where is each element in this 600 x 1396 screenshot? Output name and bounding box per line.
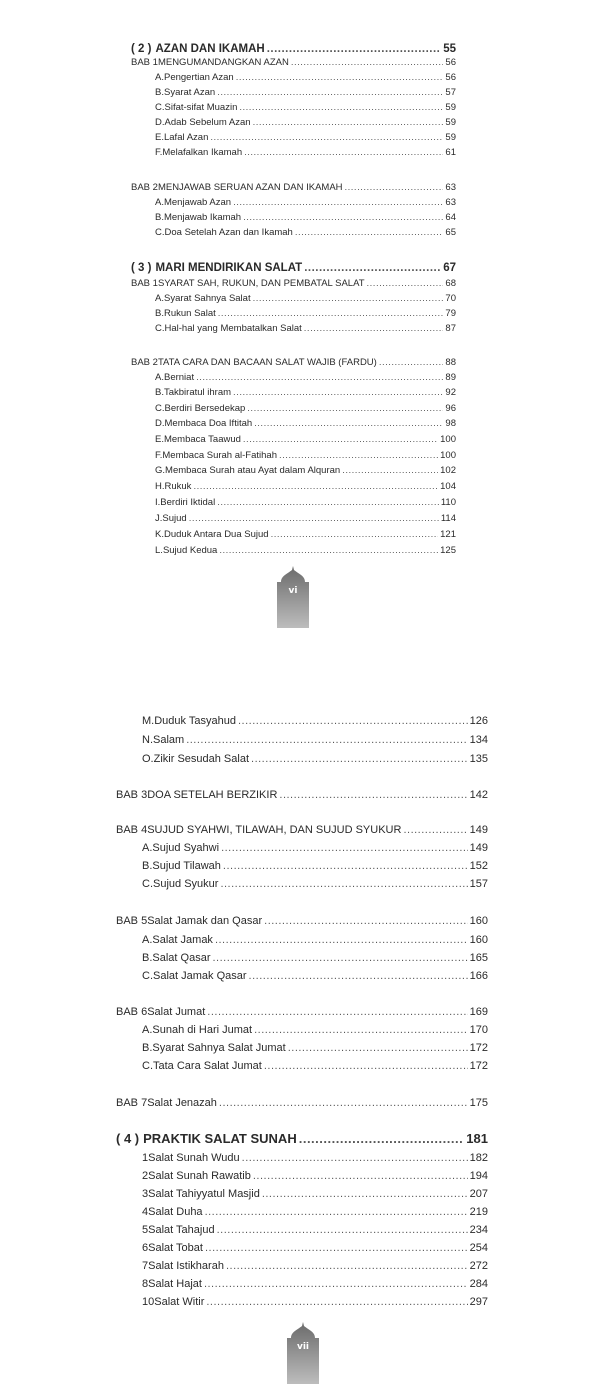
leader-dots	[217, 1223, 468, 1237]
leader-dots	[213, 951, 468, 965]
toc-item[interactable]	[142, 1023, 488, 1037]
chapter-number: BAB 5	[116, 915, 148, 927]
page-number: 160	[469, 915, 488, 927]
mosque-dome-icon	[285, 1322, 321, 1384]
toc-item[interactable]	[142, 1187, 488, 1201]
page-number: 297	[469, 1296, 488, 1308]
page-number: 59	[445, 117, 456, 128]
toc-item[interactable]	[142, 1041, 488, 1055]
toc-chapter[interactable]	[116, 914, 488, 928]
leader-dots	[243, 212, 443, 224]
page-number: 100	[440, 450, 456, 461]
page-number: 135	[469, 753, 488, 765]
toc-item[interactable]	[155, 387, 456, 399]
toc-item[interactable]	[142, 1169, 488, 1183]
toc-chapter[interactable]	[116, 1096, 488, 1110]
item-letter: D.	[155, 418, 165, 429]
chapter-title: MENJAWAB SERUAN AZAN DAN IKAMAH	[157, 182, 343, 193]
mosque-dome-icon	[275, 566, 311, 628]
page-number: 172	[469, 1042, 488, 1054]
page-number: 63	[445, 197, 456, 208]
leader-dots	[288, 1041, 468, 1055]
chapter-number: BAB 6	[116, 1006, 148, 1018]
page-number: 169	[469, 1006, 488, 1018]
leader-dots	[262, 1187, 468, 1201]
section-number: ( 3 )	[131, 262, 152, 274]
item-title: Syarat Sahnya Salat Jumat	[152, 1042, 286, 1054]
page-number: 68	[445, 278, 456, 289]
item-title: Sujud	[162, 513, 187, 524]
page-number: 181	[466, 1131, 488, 1146]
item-title: Salat Qasar	[152, 952, 211, 964]
page-number: 110	[440, 497, 456, 508]
toc-item[interactable]	[142, 1259, 488, 1273]
chapter-number: BAB 4	[116, 824, 148, 836]
item-title: Menjawab Azan	[163, 197, 232, 208]
folio-number: vii	[296, 1342, 310, 1352]
page-number: 56	[445, 57, 456, 68]
folio-number: vi	[288, 586, 298, 596]
leader-dots	[299, 1131, 465, 1147]
toc-item[interactable]	[155, 372, 456, 384]
item-title: Salat Tobat	[148, 1242, 203, 1254]
section-title: PRAKTIK SALAT SUNAH	[143, 1131, 297, 1146]
leader-dots	[233, 197, 443, 209]
page-number: 272	[469, 1260, 488, 1272]
leader-dots	[345, 182, 444, 194]
toc-item[interactable]	[142, 841, 488, 855]
item-title: Salat Istikharah	[148, 1260, 224, 1272]
item-title: Salat Duha	[148, 1206, 203, 1218]
chapter-title: DOA SETELAH BERZIKIR	[147, 789, 278, 801]
item-number: 3	[142, 1188, 149, 1200]
page-number: 149	[469, 824, 488, 836]
leader-dots	[196, 372, 443, 384]
leader-dots	[204, 1277, 468, 1291]
item-letter: E.	[155, 434, 164, 445]
leader-dots	[271, 529, 439, 541]
item-letter: C.	[142, 878, 153, 890]
toc-item[interactable]	[155, 132, 456, 144]
page-number: 121	[440, 529, 456, 540]
page-number: 172	[469, 1060, 488, 1072]
item-letter: I.	[155, 497, 161, 508]
item-letter: A.	[155, 293, 164, 304]
page-number: 55	[443, 43, 456, 55]
folio-badge	[285, 1322, 321, 1384]
item-title: Menjawab Ikamah	[163, 212, 242, 223]
item-letter: F.	[155, 147, 163, 158]
item-number: 1	[142, 1152, 149, 1164]
leader-dots	[253, 117, 444, 129]
toc-item[interactable]	[142, 877, 488, 891]
page-number: 182	[469, 1152, 488, 1164]
leader-dots	[304, 261, 441, 275]
leader-dots	[219, 1096, 468, 1110]
item-number: 8	[142, 1278, 149, 1290]
chapter-number: BAB 3	[116, 789, 148, 801]
item-letter: B.	[142, 952, 153, 964]
item-title: Salat Jamak Qasar	[153, 970, 247, 982]
leader-dots	[218, 308, 444, 320]
chapter-title: MENGUMANDANGKAN AZAN	[157, 57, 289, 68]
page-number: 59	[445, 132, 456, 143]
page-number: 207	[469, 1188, 488, 1200]
item-title: Syarat Sahnya Salat	[163, 293, 251, 304]
chapter-number: BAB 2	[131, 182, 158, 193]
page-number: 61	[445, 147, 456, 158]
leader-dots	[254, 418, 443, 430]
leader-dots	[193, 481, 438, 493]
toc-item[interactable]	[142, 752, 488, 766]
item-letter: E.	[155, 132, 164, 143]
item-title: Rukuk	[164, 481, 192, 492]
page-number: 165	[469, 952, 488, 964]
toc-list	[0, 690, 600, 1396]
page-number: 88	[445, 357, 456, 368]
item-title: Doa Setelah Azan dan Ikamah	[164, 227, 293, 238]
leader-dots	[217, 497, 439, 509]
page-number: 134	[469, 734, 488, 746]
item-title: Salat Jamak	[152, 934, 213, 946]
item-number: 5	[142, 1224, 149, 1236]
leader-dots	[342, 465, 438, 477]
page-number: 56	[445, 72, 456, 83]
item-letter: B.	[142, 860, 153, 872]
page-number: 96	[445, 403, 456, 414]
item-number: 2	[142, 1170, 149, 1182]
leader-dots	[279, 450, 438, 462]
item-title: Syarat Azan	[163, 87, 216, 98]
section-title: MARI MENDIRIKAN SALAT	[155, 262, 303, 274]
item-title: Salat Hajat	[148, 1278, 202, 1290]
item-title: Membaca Surah atau Ayat dalam Alquran	[165, 465, 341, 476]
toc-item[interactable]	[142, 714, 488, 728]
item-number: 10	[142, 1296, 155, 1308]
item-letter: C.	[155, 227, 165, 238]
page-number: 79	[445, 308, 456, 319]
item-title: Salat Tahiyyatul Masjid	[148, 1188, 260, 1200]
page-number: 175	[469, 1097, 488, 1109]
toc-item[interactable]	[142, 951, 488, 965]
item-letter: A.	[142, 1024, 153, 1036]
page-number: 234	[469, 1224, 488, 1236]
leader-dots	[217, 87, 443, 99]
item-letter: B.	[155, 212, 164, 223]
toc-item[interactable]	[142, 1151, 488, 1165]
item-title: Tata Cara Salat Jumat	[153, 1060, 262, 1072]
toc-item[interactable]	[155, 293, 456, 305]
page-number: 59	[445, 102, 456, 113]
toc-item[interactable]	[155, 403, 456, 415]
leader-dots	[295, 227, 444, 239]
item-title: Sifat-sifat Muazin	[164, 102, 238, 113]
item-title: Sujud Syukur	[153, 878, 219, 890]
leader-dots	[254, 1023, 468, 1037]
toc-chapter[interactable]	[116, 823, 488, 837]
toc-chapter[interactable]	[116, 1005, 488, 1019]
page-number: 87	[445, 323, 456, 334]
item-number: 7	[142, 1260, 149, 1272]
toc-item[interactable]	[142, 969, 488, 983]
leader-dots	[253, 1169, 468, 1183]
item-title: Pengertian Azan	[163, 72, 234, 83]
leader-dots	[210, 132, 443, 144]
page-number: 67	[443, 262, 456, 274]
toc-item[interactable]	[155, 323, 456, 335]
page-number: 70	[445, 293, 456, 304]
item-number: 4	[142, 1206, 149, 1218]
page-number: 160	[469, 934, 488, 946]
page-number: 170	[469, 1024, 488, 1036]
page-number: 254	[469, 1242, 488, 1254]
item-letter: C.	[155, 403, 165, 414]
page-number: 149	[469, 842, 488, 854]
item-title: Rukun Salat	[163, 308, 216, 319]
item-title: Salat Witir	[154, 1296, 205, 1308]
toc-item[interactable]	[155, 513, 456, 525]
leader-dots	[244, 147, 443, 159]
page-number: 142	[469, 789, 488, 801]
leader-dots	[239, 102, 443, 114]
leader-dots	[223, 859, 468, 873]
toc-item[interactable]	[142, 933, 488, 947]
item-title: Sujud Kedua	[162, 545, 218, 556]
leader-dots	[236, 72, 444, 84]
item-title: Sujud Syahwi	[152, 842, 220, 854]
toc-item[interactable]	[142, 1223, 488, 1237]
toc-chapter[interactable]	[116, 788, 488, 802]
page-number: 157	[469, 878, 488, 890]
leader-dots	[221, 841, 468, 855]
toc-chapter[interactable]	[131, 57, 456, 69]
folio-badge	[275, 566, 311, 628]
page-number: 89	[445, 372, 456, 383]
leader-dots	[238, 714, 468, 728]
item-letter: L.	[155, 545, 163, 556]
leader-dots	[233, 387, 443, 399]
item-letter: A.	[142, 842, 153, 854]
item-title: Sujud Tilawah	[152, 860, 221, 872]
item-letter: G.	[155, 465, 166, 476]
page-number: 102	[440, 465, 456, 476]
leader-dots	[304, 323, 444, 335]
toc-item[interactable]	[155, 418, 456, 430]
page-number: 98	[445, 418, 456, 429]
item-letter: B.	[155, 308, 164, 319]
item-letter: C.	[142, 970, 153, 982]
item-title: Salam	[153, 734, 185, 746]
toc-item[interactable]	[142, 1059, 488, 1073]
leader-dots	[403, 823, 467, 837]
leader-dots	[186, 733, 467, 747]
item-title: Berdiri Iktidal	[160, 497, 216, 508]
section-number: ( 4 )	[116, 1131, 140, 1146]
leader-dots	[249, 969, 468, 983]
item-title: Berniat	[163, 372, 195, 383]
item-title: Zikir Sesudah Salat	[153, 753, 250, 765]
toc-item[interactable]	[155, 465, 456, 477]
toc-page-vi	[0, 0, 600, 640]
item-title: Hal-hal yang Membatalkan Salat	[164, 323, 302, 334]
leader-dots	[205, 1241, 468, 1255]
toc-item[interactable]	[155, 545, 456, 557]
toc-item[interactable]	[155, 147, 456, 159]
chapter-title: Salat Jenazah	[147, 1097, 217, 1109]
item-title: Sunah di Hari Jumat	[152, 1024, 253, 1036]
toc-item[interactable]	[142, 859, 488, 873]
item-letter: F.	[155, 450, 163, 461]
item-title: Salat Tahajud	[148, 1224, 215, 1236]
toc-item[interactable]	[155, 197, 456, 209]
leader-dots	[264, 1059, 468, 1073]
leader-dots	[367, 278, 444, 290]
item-letter: B.	[155, 87, 164, 98]
item-letter: B.	[155, 387, 164, 398]
toc-section[interactable]	[116, 1131, 488, 1147]
page-number: 63	[445, 182, 456, 193]
leader-dots	[206, 1295, 467, 1309]
page-number: 284	[469, 1278, 488, 1290]
chapter-number: BAB 2	[131, 357, 158, 368]
leader-dots	[291, 57, 444, 69]
item-number: 6	[142, 1242, 149, 1254]
leader-dots	[253, 293, 444, 305]
item-title: Salat Sunah Rawatib	[148, 1170, 251, 1182]
item-letter: C.	[155, 323, 165, 334]
page-number: 104	[440, 481, 456, 492]
item-title: Membaca Surah al-Fatihah	[162, 450, 277, 461]
item-title: Berdiri Bersedekap	[164, 403, 246, 414]
toc-item[interactable]	[142, 1277, 488, 1291]
section-title: AZAN DAN IKAMAH	[155, 43, 265, 55]
item-title: Melafalkan Ikamah	[162, 147, 243, 158]
item-title: Takbiratul ihram	[163, 387, 232, 398]
item-title: Adab Sebelum Azan	[164, 117, 251, 128]
item-title: Membaca Taawud	[163, 434, 241, 445]
chapter-number: BAB 1	[131, 278, 158, 289]
leader-dots	[279, 788, 467, 802]
toc-item[interactable]	[155, 212, 456, 224]
item-title: Salat Sunah Wudu	[148, 1152, 240, 1164]
section-number: ( 2 )	[131, 43, 152, 55]
toc-item[interactable]	[155, 117, 456, 129]
item-letter: A.	[155, 372, 164, 383]
leader-dots	[220, 877, 467, 891]
toc-chapter[interactable]	[131, 357, 456, 369]
toc-item[interactable]	[155, 450, 456, 462]
toc-item[interactable]	[155, 434, 456, 446]
toc-item[interactable]	[142, 1205, 488, 1219]
chapter-title: SUJUD SYAHWI, TILAWAH, DAN SUJUD SYUKUR	[147, 824, 402, 836]
leader-dots	[242, 1151, 468, 1165]
toc-list	[0, 0, 600, 640]
leader-dots	[379, 357, 444, 369]
item-letter: A.	[155, 197, 164, 208]
page-number: 114	[440, 513, 456, 524]
chapter-title: SYARAT SAH, RUKUN, DAN PEMBATAL SALAT	[157, 278, 365, 289]
item-letter: B.	[142, 1042, 153, 1054]
page-number: 194	[469, 1170, 488, 1182]
chapter-title: Salat Jumat	[147, 1006, 206, 1018]
chapter-number: BAB 7	[116, 1097, 148, 1109]
item-letter: M.	[142, 715, 155, 727]
item-title: Duduk Antara Dua Sujud	[163, 529, 269, 540]
toc-item[interactable]	[155, 308, 456, 320]
item-title: Duduk Tasyahud	[154, 715, 236, 727]
item-letter: K.	[155, 529, 164, 540]
item-letter: N.	[142, 734, 153, 746]
toc-item[interactable]	[142, 733, 488, 747]
page-number: 92	[445, 387, 456, 398]
page-number: 65	[445, 227, 456, 238]
item-letter: J.	[155, 513, 163, 524]
page-number: 64	[445, 212, 456, 223]
toc-item[interactable]	[155, 481, 456, 493]
leader-dots	[205, 1205, 468, 1219]
leader-dots	[264, 914, 468, 928]
leader-dots	[247, 403, 443, 415]
toc-item[interactable]	[155, 497, 456, 509]
chapter-title: TATA CARA DAN BACAAN SALAT WAJIB (FARDU)	[157, 357, 377, 368]
leader-dots	[215, 933, 468, 947]
chapter-title: Salat Jamak dan Qasar	[147, 915, 263, 927]
page-number: 57	[445, 87, 456, 98]
item-letter: C.	[155, 102, 165, 113]
toc-section[interactable]	[131, 261, 456, 275]
page-number: 125	[440, 545, 456, 556]
item-letter: C.	[142, 1060, 153, 1072]
toc-item[interactable]	[155, 529, 456, 541]
toc-chapter[interactable]	[131, 182, 456, 194]
toc-item[interactable]	[142, 1241, 488, 1255]
item-letter: O.	[142, 753, 154, 765]
leader-dots	[226, 1259, 468, 1273]
toc-item[interactable]	[155, 87, 456, 99]
item-letter: A.	[142, 934, 153, 946]
item-title: Membaca Doa Iftitah	[164, 418, 253, 429]
page-number: 152	[469, 860, 488, 872]
page-number: 166	[469, 970, 488, 982]
leader-dots	[267, 42, 442, 56]
toc-item[interactable]	[155, 227, 456, 239]
leader-dots	[207, 1005, 467, 1019]
page-number: 100	[440, 434, 456, 445]
leader-dots	[189, 513, 439, 525]
page-number: 219	[469, 1206, 488, 1218]
item-letter: D.	[155, 117, 165, 128]
toc-item[interactable]	[155, 72, 456, 84]
toc-section[interactable]	[131, 42, 456, 56]
item-title: Lafal Azan	[163, 132, 209, 143]
leader-dots	[219, 545, 438, 557]
item-letter: H.	[155, 481, 165, 492]
leader-dots	[243, 434, 438, 446]
item-letter: A.	[155, 72, 164, 83]
leader-dots	[251, 752, 468, 766]
chapter-number: BAB 1	[131, 57, 158, 68]
toc-item[interactable]	[155, 102, 456, 114]
toc-page-vii	[0, 690, 600, 1396]
toc-chapter[interactable]	[131, 278, 456, 290]
page-number: 126	[469, 715, 488, 727]
toc-item[interactable]	[142, 1295, 488, 1309]
